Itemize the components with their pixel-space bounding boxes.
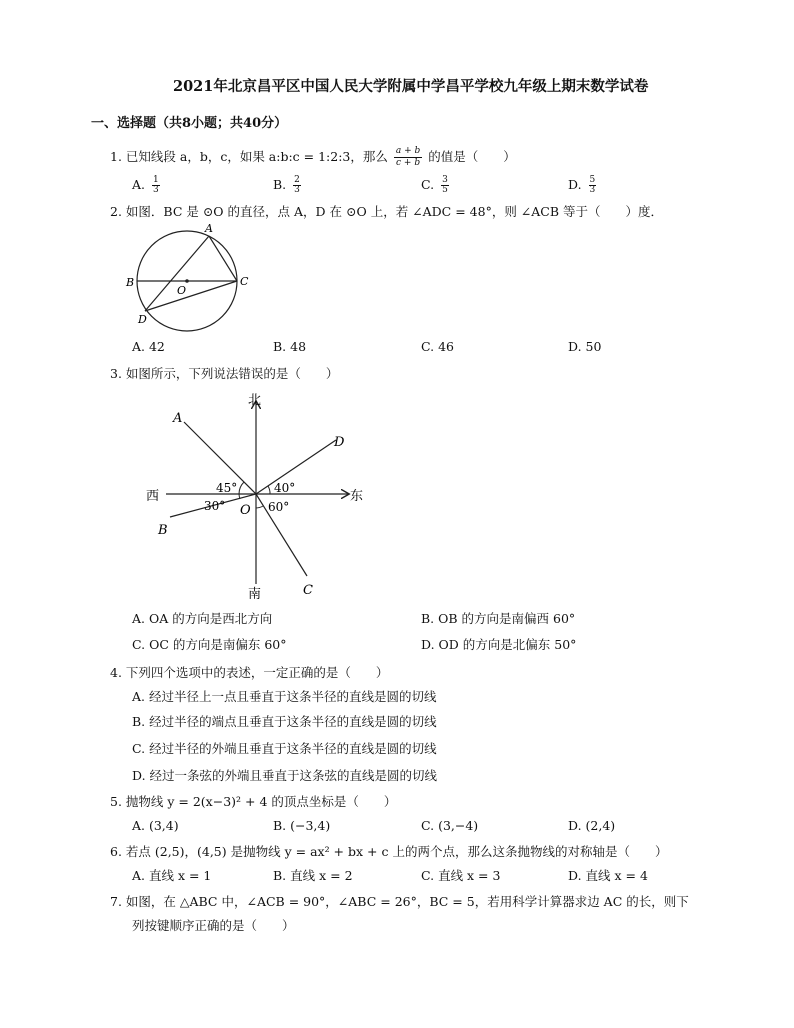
q1-stem <box>110 147 516 168</box>
frac-num: 1 <box>153 175 159 185</box>
q2-option-a[interactable]: A. 42 <box>132 339 165 354</box>
label-a: A <box>173 411 183 426</box>
center-point <box>185 279 189 283</box>
q4-option-a[interactable]: A. 经过半径上一点且垂直于这条半径的直线是圆的切线 <box>132 689 437 704</box>
label-b: B <box>158 523 168 538</box>
frac-num: 5 <box>589 175 596 185</box>
label-north: 北 <box>248 393 262 408</box>
q2-option-d[interactable]: D. 50 <box>568 339 602 354</box>
q1-frac-den: c + b <box>396 158 421 168</box>
section-heading: 一、选择题（共8小题；共40分） <box>91 116 288 131</box>
q1-frac-num: a + b <box>395 146 421 156</box>
q1-option-a[interactable] <box>132 176 160 195</box>
q2-option-c[interactable]: C. 46 <box>421 339 454 354</box>
q3-compass-diagram <box>140 388 370 603</box>
option-label: D. <box>568 177 582 192</box>
label-a: A <box>205 222 213 235</box>
label-east: 东 <box>350 489 364 504</box>
label-40: 40° <box>274 481 296 495</box>
label-west: 西 <box>146 489 160 504</box>
q4-option-d[interactable]: D. 经过一条弦的外端且垂直于这条弦的直线是圆的切线 <box>132 768 438 783</box>
q7-stem: 7. 如图，在 △ABC 中，∠ACB = 90°，∠ABC = 26°，BC = 5，若用科学计算器求边 AC 的长，则下 <box>110 894 689 909</box>
q2-option-b[interactable]: B. 48 <box>273 339 307 354</box>
option-label: B. <box>273 177 287 192</box>
option-label: C. <box>421 177 435 192</box>
q3-option-c[interactable]: C. OC 的方向是南偏东 60° <box>132 637 287 652</box>
label-b: B <box>126 276 135 289</box>
ray-od <box>256 440 336 494</box>
q6-option-a[interactable]: A. 直线 x = 1 <box>132 868 212 883</box>
frac-den: 3 <box>294 185 300 195</box>
page-title: 2021年北京昌平区中国人民大学附属中学昌平学校九年级上期末数学试卷 <box>173 78 649 95</box>
q3-option-d[interactable]: D. OD 的方向是北偏东 50° <box>421 637 577 652</box>
q5-option-c[interactable]: C. (3,−4) <box>421 818 479 833</box>
q3-option-a[interactable]: A. OA 的方向是西北方向 <box>132 611 273 626</box>
q1-stem-text: 1. 已知线段 a，b，c，如果 a:b:c = 1:2:3，那么 <box>110 149 388 164</box>
option-label: A. <box>132 177 146 192</box>
q5-option-a[interactable]: A. (3,4) <box>132 818 179 833</box>
q7-stem-continued: 列按键顺序正确的是（ ） <box>132 918 295 933</box>
q6-stem: 6. 若点 (2,5)，(4,5) 是抛物线 y = ax² + bx + c 上的两个点，那么这条抛物线的对称轴是（ ） <box>110 844 668 859</box>
q4-stem: 4. 下列四个选项中的表述，一定正确的是（ ） <box>110 665 389 680</box>
q1-option-a-fraction <box>152 176 160 195</box>
q1-fraction <box>394 147 422 168</box>
q6-option-b[interactable]: B. 直线 x = 2 <box>273 868 353 883</box>
frac-den: 3 <box>589 185 596 195</box>
q5-option-b[interactable]: B. (−3,4) <box>273 818 331 833</box>
q1-option-b[interactable] <box>273 176 301 195</box>
chord-ad <box>145 236 209 311</box>
arc-60 <box>256 506 263 508</box>
frac-num: 3 <box>442 175 448 185</box>
chord-ac <box>209 236 237 281</box>
q4-option-c[interactable]: C. 经过半径的外端且垂直于这条半径的直线是圆的切线 <box>132 741 437 756</box>
label-d: D <box>334 435 345 450</box>
q3-stem: 3. 如图所示，下列说法错误的是（ ） <box>110 366 339 381</box>
arc-40 <box>268 486 270 494</box>
label-30: 30° <box>204 499 226 513</box>
label-60: 60° <box>268 500 290 514</box>
label-o: O <box>177 284 187 297</box>
q1-option-d[interactable] <box>568 176 596 195</box>
arc-45 <box>239 482 244 494</box>
q4-option-b[interactable]: B. 经过半径的端点且垂直于这条半径的直线是圆的切线 <box>132 714 437 729</box>
q1-option-c-fraction <box>441 176 449 195</box>
label-d: D <box>138 313 147 326</box>
q5-option-d[interactable]: D. (2,4) <box>568 818 616 833</box>
label-45: 45° <box>216 481 238 495</box>
label-south: 南 <box>248 587 262 602</box>
chord-dc <box>145 281 237 311</box>
q1-option-b-fraction <box>293 176 301 195</box>
label-c: C <box>303 583 313 598</box>
q5-stem: 5. 抛物线 y = 2(x−3)² + 4 的顶点坐标是（ ） <box>110 794 397 809</box>
q2-circle-diagram <box>120 220 260 332</box>
q3-option-b[interactable]: B. OB 的方向是南偏西 60° <box>421 611 576 626</box>
label-o: O <box>240 503 251 518</box>
q2-stem: 2. 如图．BC 是 ⊙O 的直径，点 A，D 在 ⊙O 上，若 ∠ADC = 48°，则 ∠ACB 等于（ ）度． <box>110 204 664 219</box>
q1-option-c[interactable] <box>421 176 449 195</box>
frac-num: 2 <box>294 175 300 185</box>
q6-option-c[interactable]: C. 直线 x = 3 <box>421 868 501 883</box>
frac-den: 5 <box>442 185 448 195</box>
label-c: C <box>240 275 249 288</box>
frac-den: 3 <box>153 185 159 195</box>
q1-option-d-fraction <box>589 176 597 195</box>
q1-stem-end: 的值是（ ） <box>428 149 516 164</box>
q6-option-d[interactable]: D. 直线 x = 4 <box>568 868 648 883</box>
